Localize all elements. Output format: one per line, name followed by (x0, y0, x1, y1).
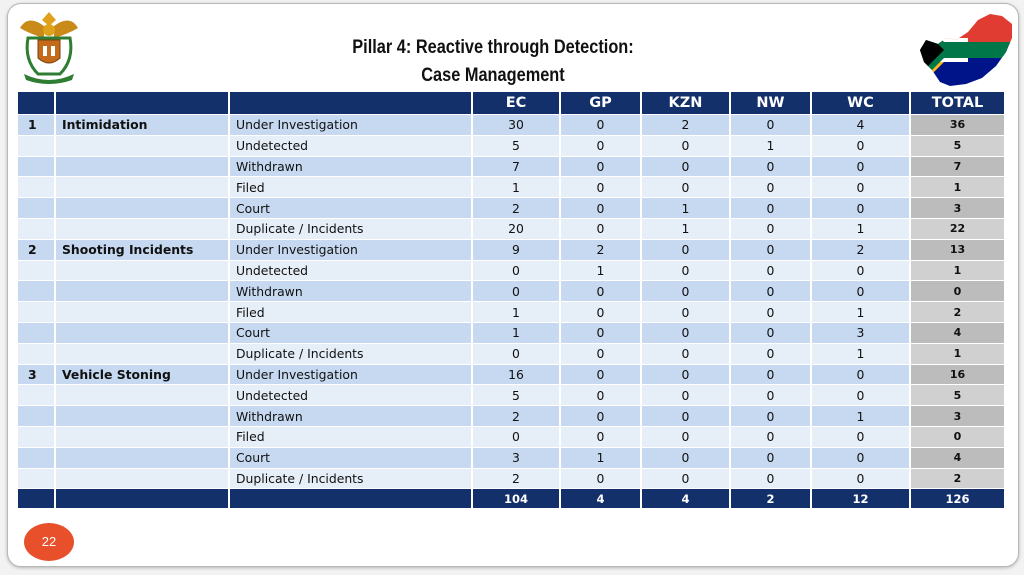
category-label (55, 426, 229, 447)
value-cell: 0 (560, 426, 641, 447)
group-index (18, 426, 55, 447)
value-cell: 3 (811, 322, 910, 343)
value-cell: 0 (641, 156, 730, 177)
table-row (18, 426, 1005, 447)
category-label (55, 385, 229, 406)
value-cell: 0 (811, 426, 910, 447)
value-cell: 0 (730, 239, 811, 260)
coat-of-arms-icon (14, 8, 84, 86)
value-cell: 2 (472, 468, 560, 489)
category-label (55, 218, 229, 239)
table-row (18, 156, 1005, 177)
value-cell: 2 (811, 239, 910, 260)
value-cell: 0 (730, 156, 811, 177)
value-cell: 20 (472, 218, 560, 239)
value-cell: 0 (811, 156, 910, 177)
group-index: 2 (18, 239, 55, 260)
column-header (229, 92, 472, 115)
group-index (18, 260, 55, 281)
table-row (18, 218, 1005, 239)
value-cell: 0 (560, 135, 641, 156)
case-management-table (18, 92, 1006, 509)
value-cell: 0 (811, 364, 910, 385)
status-label: Duplicate / Incidents (229, 468, 472, 489)
title-line-1: Pillar 4: Reactive through Detection: (352, 37, 634, 58)
value-cell: 7 (472, 156, 560, 177)
total-cell: 36 (910, 115, 1005, 136)
value-cell: 0 (560, 385, 641, 406)
table-row (18, 115, 1005, 136)
value-cell: 0 (641, 281, 730, 302)
value-cell: 0 (641, 260, 730, 281)
value-cell: 0 (560, 343, 641, 364)
table-row (18, 322, 1005, 343)
value-cell: 16 (472, 364, 560, 385)
total-cell: 5 (910, 135, 1005, 156)
table-row (18, 406, 1005, 427)
footer-total-cell: 126 (910, 489, 1005, 509)
column-header (55, 92, 229, 115)
status-label: Undetected (229, 260, 472, 281)
table-row (18, 468, 1005, 489)
value-cell: 5 (472, 135, 560, 156)
page-number-badge: 22 (24, 523, 74, 561)
value-cell: 1 (560, 447, 641, 468)
value-cell: 0 (560, 115, 641, 136)
group-index (18, 343, 55, 364)
value-cell: 0 (472, 343, 560, 364)
column-header: WC (811, 92, 910, 115)
status-label: Duplicate / Incidents (229, 218, 472, 239)
value-cell: 2 (472, 198, 560, 219)
group-index (18, 406, 55, 427)
value-cell: 0 (472, 260, 560, 281)
category-label: Shooting Incidents (55, 239, 229, 260)
category-label (55, 260, 229, 281)
value-cell: 0 (641, 468, 730, 489)
group-index (18, 447, 55, 468)
value-cell: 0 (560, 198, 641, 219)
value-cell: 0 (730, 468, 811, 489)
column-header: KZN (641, 92, 730, 115)
value-cell: 0 (811, 198, 910, 219)
status-label: Under Investigation (229, 239, 472, 260)
value-cell: 1 (472, 322, 560, 343)
group-index (18, 156, 55, 177)
footer-total-cell: 4 (560, 489, 641, 509)
table-row (18, 260, 1005, 281)
status-label: Court (229, 322, 472, 343)
value-cell: 0 (560, 156, 641, 177)
value-cell: 0 (730, 260, 811, 281)
column-header: TOTAL (910, 92, 1005, 115)
value-cell: 0 (560, 177, 641, 198)
value-cell: 0 (811, 260, 910, 281)
value-cell: 0 (560, 364, 641, 385)
column-header: GP (560, 92, 641, 115)
footer-total-cell (55, 489, 229, 509)
value-cell: 2 (641, 115, 730, 136)
value-cell: 0 (641, 239, 730, 260)
value-cell: 0 (730, 364, 811, 385)
table-row (18, 385, 1005, 406)
total-cell: 1 (910, 343, 1005, 364)
value-cell: 0 (641, 385, 730, 406)
category-label (55, 135, 229, 156)
value-cell: 0 (560, 322, 641, 343)
south-africa-flag-map-icon (916, 10, 1016, 90)
table-row (18, 302, 1005, 323)
category-label (55, 198, 229, 219)
value-cell: 0 (730, 198, 811, 219)
value-cell: 0 (730, 447, 811, 468)
group-index (18, 468, 55, 489)
status-label: Under Investigation (229, 115, 472, 136)
footer-total-cell (229, 489, 472, 509)
value-cell: 1 (472, 177, 560, 198)
total-cell: 0 (910, 426, 1005, 447)
value-cell: 0 (730, 218, 811, 239)
group-index (18, 281, 55, 302)
group-index: 3 (18, 364, 55, 385)
group-index (18, 177, 55, 198)
value-cell: 1 (641, 218, 730, 239)
category-label: Vehicle Stoning (55, 364, 229, 385)
status-label: Withdrawn (229, 281, 472, 302)
total-cell: 7 (910, 156, 1005, 177)
value-cell: 4 (811, 115, 910, 136)
table-row (18, 281, 1005, 302)
group-index (18, 218, 55, 239)
value-cell: 9 (472, 239, 560, 260)
value-cell: 0 (641, 302, 730, 323)
value-cell: 0 (641, 322, 730, 343)
value-cell: 0 (560, 218, 641, 239)
value-cell: 0 (560, 302, 641, 323)
value-cell: 0 (730, 385, 811, 406)
column-header: NW (730, 92, 811, 115)
value-cell: 1 (472, 302, 560, 323)
status-label: Undetected (229, 135, 472, 156)
status-label: Withdrawn (229, 406, 472, 427)
total-cell: 2 (910, 468, 1005, 489)
value-cell: 0 (730, 115, 811, 136)
status-label: Filed (229, 426, 472, 447)
slide (7, 3, 1019, 567)
value-cell: 1 (560, 260, 641, 281)
table-row (18, 447, 1005, 468)
group-index (18, 135, 55, 156)
status-label: Court (229, 447, 472, 468)
value-cell: 0 (730, 406, 811, 427)
value-cell: 0 (811, 177, 910, 198)
total-cell: 1 (910, 260, 1005, 281)
value-cell: 0 (641, 426, 730, 447)
slide-title (308, 34, 678, 90)
footer-total-cell: 4 (641, 489, 730, 509)
category-label (55, 302, 229, 323)
value-cell: 0 (641, 364, 730, 385)
title-line-2: Case Management (421, 65, 565, 86)
category-label (55, 468, 229, 489)
table-header-row (18, 92, 1005, 115)
category-label (55, 322, 229, 343)
group-index (18, 198, 55, 219)
category-label (55, 281, 229, 302)
status-label: Duplicate / Incidents (229, 343, 472, 364)
total-cell: 4 (910, 447, 1005, 468)
value-cell: 1 (641, 198, 730, 219)
table-body (18, 115, 1005, 489)
footer-total-cell: 104 (472, 489, 560, 509)
value-cell: 0 (811, 281, 910, 302)
value-cell: 0 (641, 447, 730, 468)
column-header (18, 92, 55, 115)
value-cell: 5 (472, 385, 560, 406)
table-row (18, 135, 1005, 156)
value-cell: 0 (560, 468, 641, 489)
value-cell: 0 (811, 468, 910, 489)
category-label: Intimidation (55, 115, 229, 136)
value-cell: 3 (472, 447, 560, 468)
value-cell: 2 (472, 406, 560, 427)
value-cell: 0 (730, 177, 811, 198)
value-cell: 0 (730, 343, 811, 364)
status-label: Court (229, 198, 472, 219)
value-cell: 0 (730, 322, 811, 343)
table-row (18, 343, 1005, 364)
value-cell: 0 (641, 177, 730, 198)
value-cell: 0 (811, 385, 910, 406)
total-cell: 22 (910, 218, 1005, 239)
category-label (55, 447, 229, 468)
table-footer-row (18, 489, 1005, 509)
total-cell: 5 (910, 385, 1005, 406)
total-cell: 3 (910, 406, 1005, 427)
category-label (55, 177, 229, 198)
table-row (18, 364, 1005, 385)
value-cell: 0 (730, 302, 811, 323)
category-label (55, 343, 229, 364)
value-cell: 0 (811, 447, 910, 468)
table-row (18, 177, 1005, 198)
value-cell: 0 (641, 406, 730, 427)
footer-total-cell: 12 (811, 489, 910, 509)
status-label: Filed (229, 177, 472, 198)
value-cell: 1 (811, 302, 910, 323)
value-cell: 0 (560, 406, 641, 427)
value-cell: 0 (472, 281, 560, 302)
total-cell: 0 (910, 281, 1005, 302)
value-cell: 0 (811, 135, 910, 156)
value-cell: 0 (730, 281, 811, 302)
column-header: EC (472, 92, 560, 115)
category-label (55, 406, 229, 427)
group-index (18, 302, 55, 323)
value-cell: 0 (641, 343, 730, 364)
status-label: Withdrawn (229, 156, 472, 177)
value-cell: 0 (560, 281, 641, 302)
value-cell: 1 (730, 135, 811, 156)
footer-total-cell: 2 (730, 489, 811, 509)
table-row (18, 239, 1005, 260)
status-label: Filed (229, 302, 472, 323)
value-cell: 1 (811, 343, 910, 364)
total-cell: 2 (910, 302, 1005, 323)
group-index (18, 385, 55, 406)
value-cell: 2 (560, 239, 641, 260)
value-cell: 0 (472, 426, 560, 447)
value-cell: 0 (641, 135, 730, 156)
total-cell: 16 (910, 364, 1005, 385)
group-index: 1 (18, 115, 55, 136)
total-cell: 3 (910, 198, 1005, 219)
value-cell: 1 (811, 406, 910, 427)
category-label (55, 156, 229, 177)
total-cell: 1 (910, 177, 1005, 198)
footer-total-cell (18, 489, 55, 509)
group-index (18, 322, 55, 343)
status-label: Under Investigation (229, 364, 472, 385)
table-row (18, 198, 1005, 219)
value-cell: 0 (730, 426, 811, 447)
value-cell: 30 (472, 115, 560, 136)
status-label: Undetected (229, 385, 472, 406)
value-cell: 1 (811, 218, 910, 239)
total-cell: 4 (910, 322, 1005, 343)
total-cell: 13 (910, 239, 1005, 260)
